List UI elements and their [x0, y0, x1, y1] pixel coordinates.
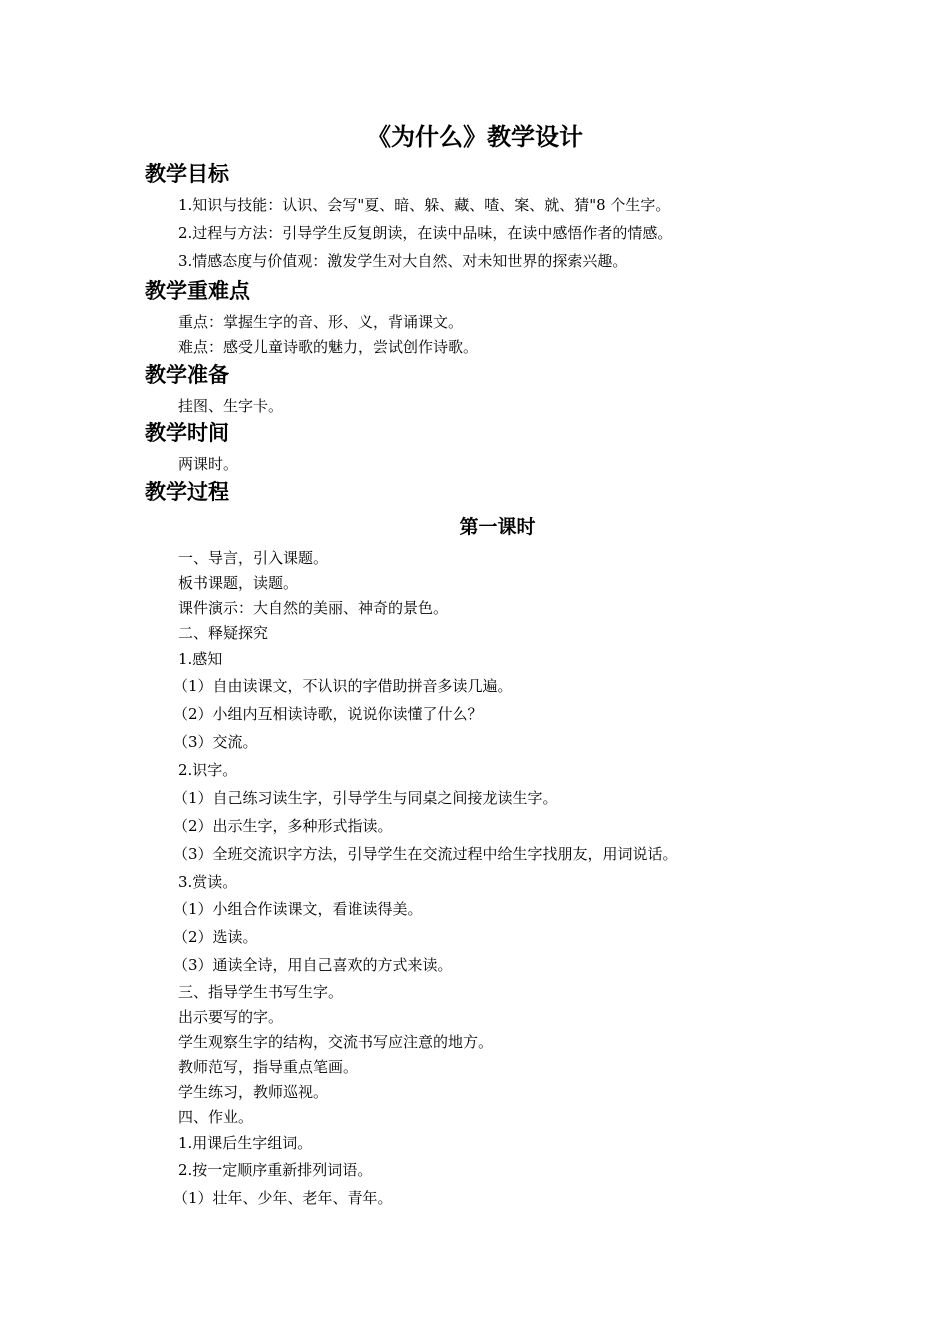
process-item: （1）壮年、少年、老年、青年。 [173, 1189, 393, 1207]
process-item: （3）交流。 [173, 733, 258, 751]
process-item: 3.赏读。 [178, 873, 238, 891]
process-item: 二、释疑探究 [178, 624, 269, 642]
document-title: 《为什么》教学设计 [367, 123, 583, 151]
heading-key-points: 教学重难点 [145, 279, 250, 303]
process-item: （1）自由读课文，不认识的字借助拼音多读几遍。 [173, 677, 513, 695]
process-item: 学生观察生字的结构，交流书写应注意的地方。 [178, 1033, 494, 1051]
process-item: 三、指导学生书写生字。 [178, 983, 344, 1001]
process-item: （3）通读全诗，用自己喜欢的方式来读。 [173, 956, 453, 974]
process-item: 出示要写的字。 [178, 1008, 284, 1026]
process-item: 四、作业。 [178, 1108, 254, 1126]
lesson-title: 第一课时 [459, 516, 536, 538]
process-item: （2）小组内互相读诗歌，说说你读懂了什么？ [173, 705, 483, 723]
preparation-item: 挂图、生字卡。 [178, 397, 284, 415]
process-item: 2.按一定顺序重新排列词语。 [178, 1161, 373, 1179]
key-point-item: 难点：感受儿童诗歌的魅力，尝试创作诗歌。 [178, 338, 479, 356]
process-item: 课件演示：大自然的美丽、神奇的景色。 [178, 599, 449, 617]
process-item: （2）出示生字，多种形式指读。 [173, 817, 393, 835]
heading-teaching-goals: 教学目标 [145, 162, 229, 186]
goal-item: 2.过程与方法：引导学生反复朗读，在读中品味，在读中感悟作者的情感。 [178, 224, 673, 242]
process-item: 1.感知 [178, 650, 223, 668]
heading-teaching-process: 教学过程 [145, 480, 229, 504]
heading-preparation: 教学准备 [145, 363, 229, 387]
process-item: 2.识字。 [178, 761, 238, 779]
goal-item: 3.情感态度与价值观：激发学生对大自然、对未知世界的探索兴趣。 [178, 252, 628, 270]
key-point-item: 重点：掌握生字的音、形、义，背诵课文。 [178, 313, 464, 331]
process-item: 1.用课后生字组词。 [178, 1134, 313, 1152]
process-item: 板书课题，读题。 [178, 574, 299, 592]
process-item: 学生练习，教师巡视。 [178, 1083, 329, 1101]
process-item: （3）全班交流识字方法，引导学生在交流过程中给生字找朋友，用词说话。 [173, 845, 678, 863]
process-item: 教师范写，指导重点笔画。 [178, 1058, 359, 1076]
time-item: 两课时。 [178, 455, 239, 473]
process-item: （1）自己练习读生字，引导学生与同桌之间接龙读生字。 [173, 789, 558, 807]
heading-teaching-time: 教学时间 [145, 421, 229, 445]
process-item: （1）小组合作读课文，看谁读得美。 [173, 900, 423, 918]
process-item: 一、导言，引入课题。 [178, 549, 329, 567]
goal-item: 1.知识与技能：认识、会写"夏、暗、躲、藏、喳、案、就、猜"8 个生字。 [178, 196, 671, 214]
process-item: （2）选读。 [173, 928, 258, 946]
